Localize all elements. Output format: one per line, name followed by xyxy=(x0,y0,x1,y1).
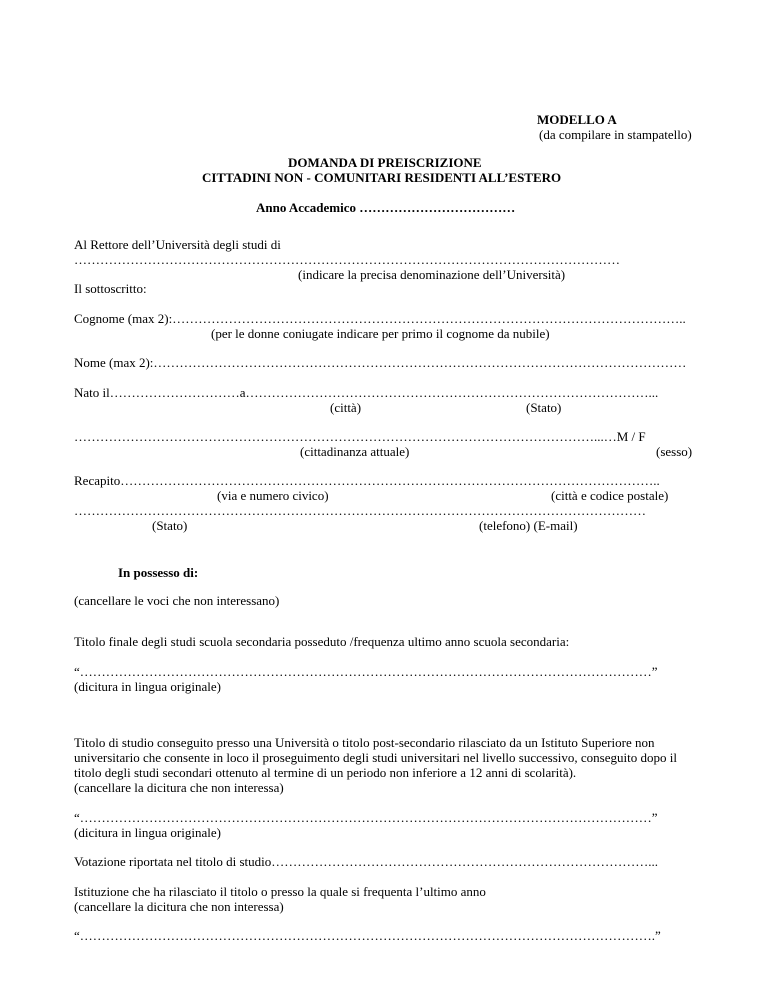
university-title-paragraph: Titolo di studio conseguito presso una Università o titolo post-secondario rilasciato da un Istituto Superiore non universitario che consente in loco il proseguimento degli studi universitari nel livello successivo, conseguito dopo il titolo degli studi secondari ottenuto al termine di un periodo non inferiore a 12 anni di scolarità). xyxy=(74,735,677,780)
form-title-line1: DOMANDA DI PREISCRIZIONE xyxy=(288,155,482,170)
recipient-label: Al Rettore dell’Università degli studi di xyxy=(74,237,281,252)
surname-field[interactable]: Cognome (max 2):……………………………………………………………………………………………………….. xyxy=(74,311,686,326)
institution-cancel-note: (cancellare la dicitura che non interessa) xyxy=(74,899,284,914)
form-title-line2: CITTADINI NON - COMUNITARI RESIDENTI ALL’ESTERO xyxy=(202,170,562,185)
address-line2-field[interactable]: …………………………………………………………………………………………………………………… xyxy=(74,503,646,518)
modello-label: MODELLO A xyxy=(537,112,617,127)
university-title-note: (dicitura in lingua originale) xyxy=(74,825,221,840)
birth-state-note: (Stato) xyxy=(526,400,562,415)
address-state-note: (Stato) xyxy=(152,518,188,533)
university-title-field[interactable]: “……………………………………………………………………………………………………………………” xyxy=(74,810,658,825)
citizenship-note: (cittadinanza attuale) xyxy=(300,444,410,459)
birth-field[interactable]: Nato il…………………………a…………………………………………………………………………………... xyxy=(74,385,659,400)
academic-year-field[interactable]: Anno Accademico ……………………………… xyxy=(256,200,516,215)
university-name-note: (indicare la precisa denominazione dell’Università) xyxy=(298,267,566,282)
institution-label: Istituzione che ha rilasciato il titolo o presso la quale si frequenta l’ultimo anno xyxy=(74,884,486,899)
cancel-items-note: (cancellare le voci che non interessano) xyxy=(74,593,280,608)
undersigned-label: Il sottoscritto: xyxy=(74,281,147,296)
street-note: (via e numero civico) xyxy=(217,488,329,503)
university-name-field[interactable]: ……………………………………………………………………………………………………………… xyxy=(74,252,620,267)
address-field[interactable]: Recapito…………………………………………………………………………………………………………….. xyxy=(74,473,660,488)
compile-note: (da compilare in stampatello) xyxy=(539,127,692,142)
birth-city-note: (città) xyxy=(330,400,362,415)
citizenship-gender-field[interactable]: …………………………………………………………………………………………………………...…M / F xyxy=(74,429,646,444)
gender-note: (sesso) xyxy=(656,444,693,459)
contact-note: (telefono) (E-mail) xyxy=(479,518,578,533)
secondary-title-field[interactable]: “……………………………………………………………………………………………………………………” xyxy=(74,664,658,679)
surname-note: (per le donne coniugate indicare per primo il cognome da nubile) xyxy=(211,326,550,341)
secondary-title-label: Titolo finale degli studi scuola secondaria posseduto /frequenza ultimo anno scuola secondaria: xyxy=(74,634,570,649)
possession-heading: In possesso di: xyxy=(118,565,199,580)
secondary-title-note: (dicitura in lingua originale) xyxy=(74,679,221,694)
institution-field[interactable]: “…………………………………………………………………………………………………………………….” xyxy=(74,928,661,943)
first-name-field[interactable]: Nome (max 2):…………………………………………………………………………………………………………… xyxy=(74,355,687,370)
city-postal-note: (città e codice postale) xyxy=(551,488,669,503)
grade-field[interactable]: Votazione riportata nel titolo di studio……………………………………………………………………………... xyxy=(74,854,659,869)
cancel-dicitura-note: (cancellare la dicitura che non interessa) xyxy=(74,780,284,795)
